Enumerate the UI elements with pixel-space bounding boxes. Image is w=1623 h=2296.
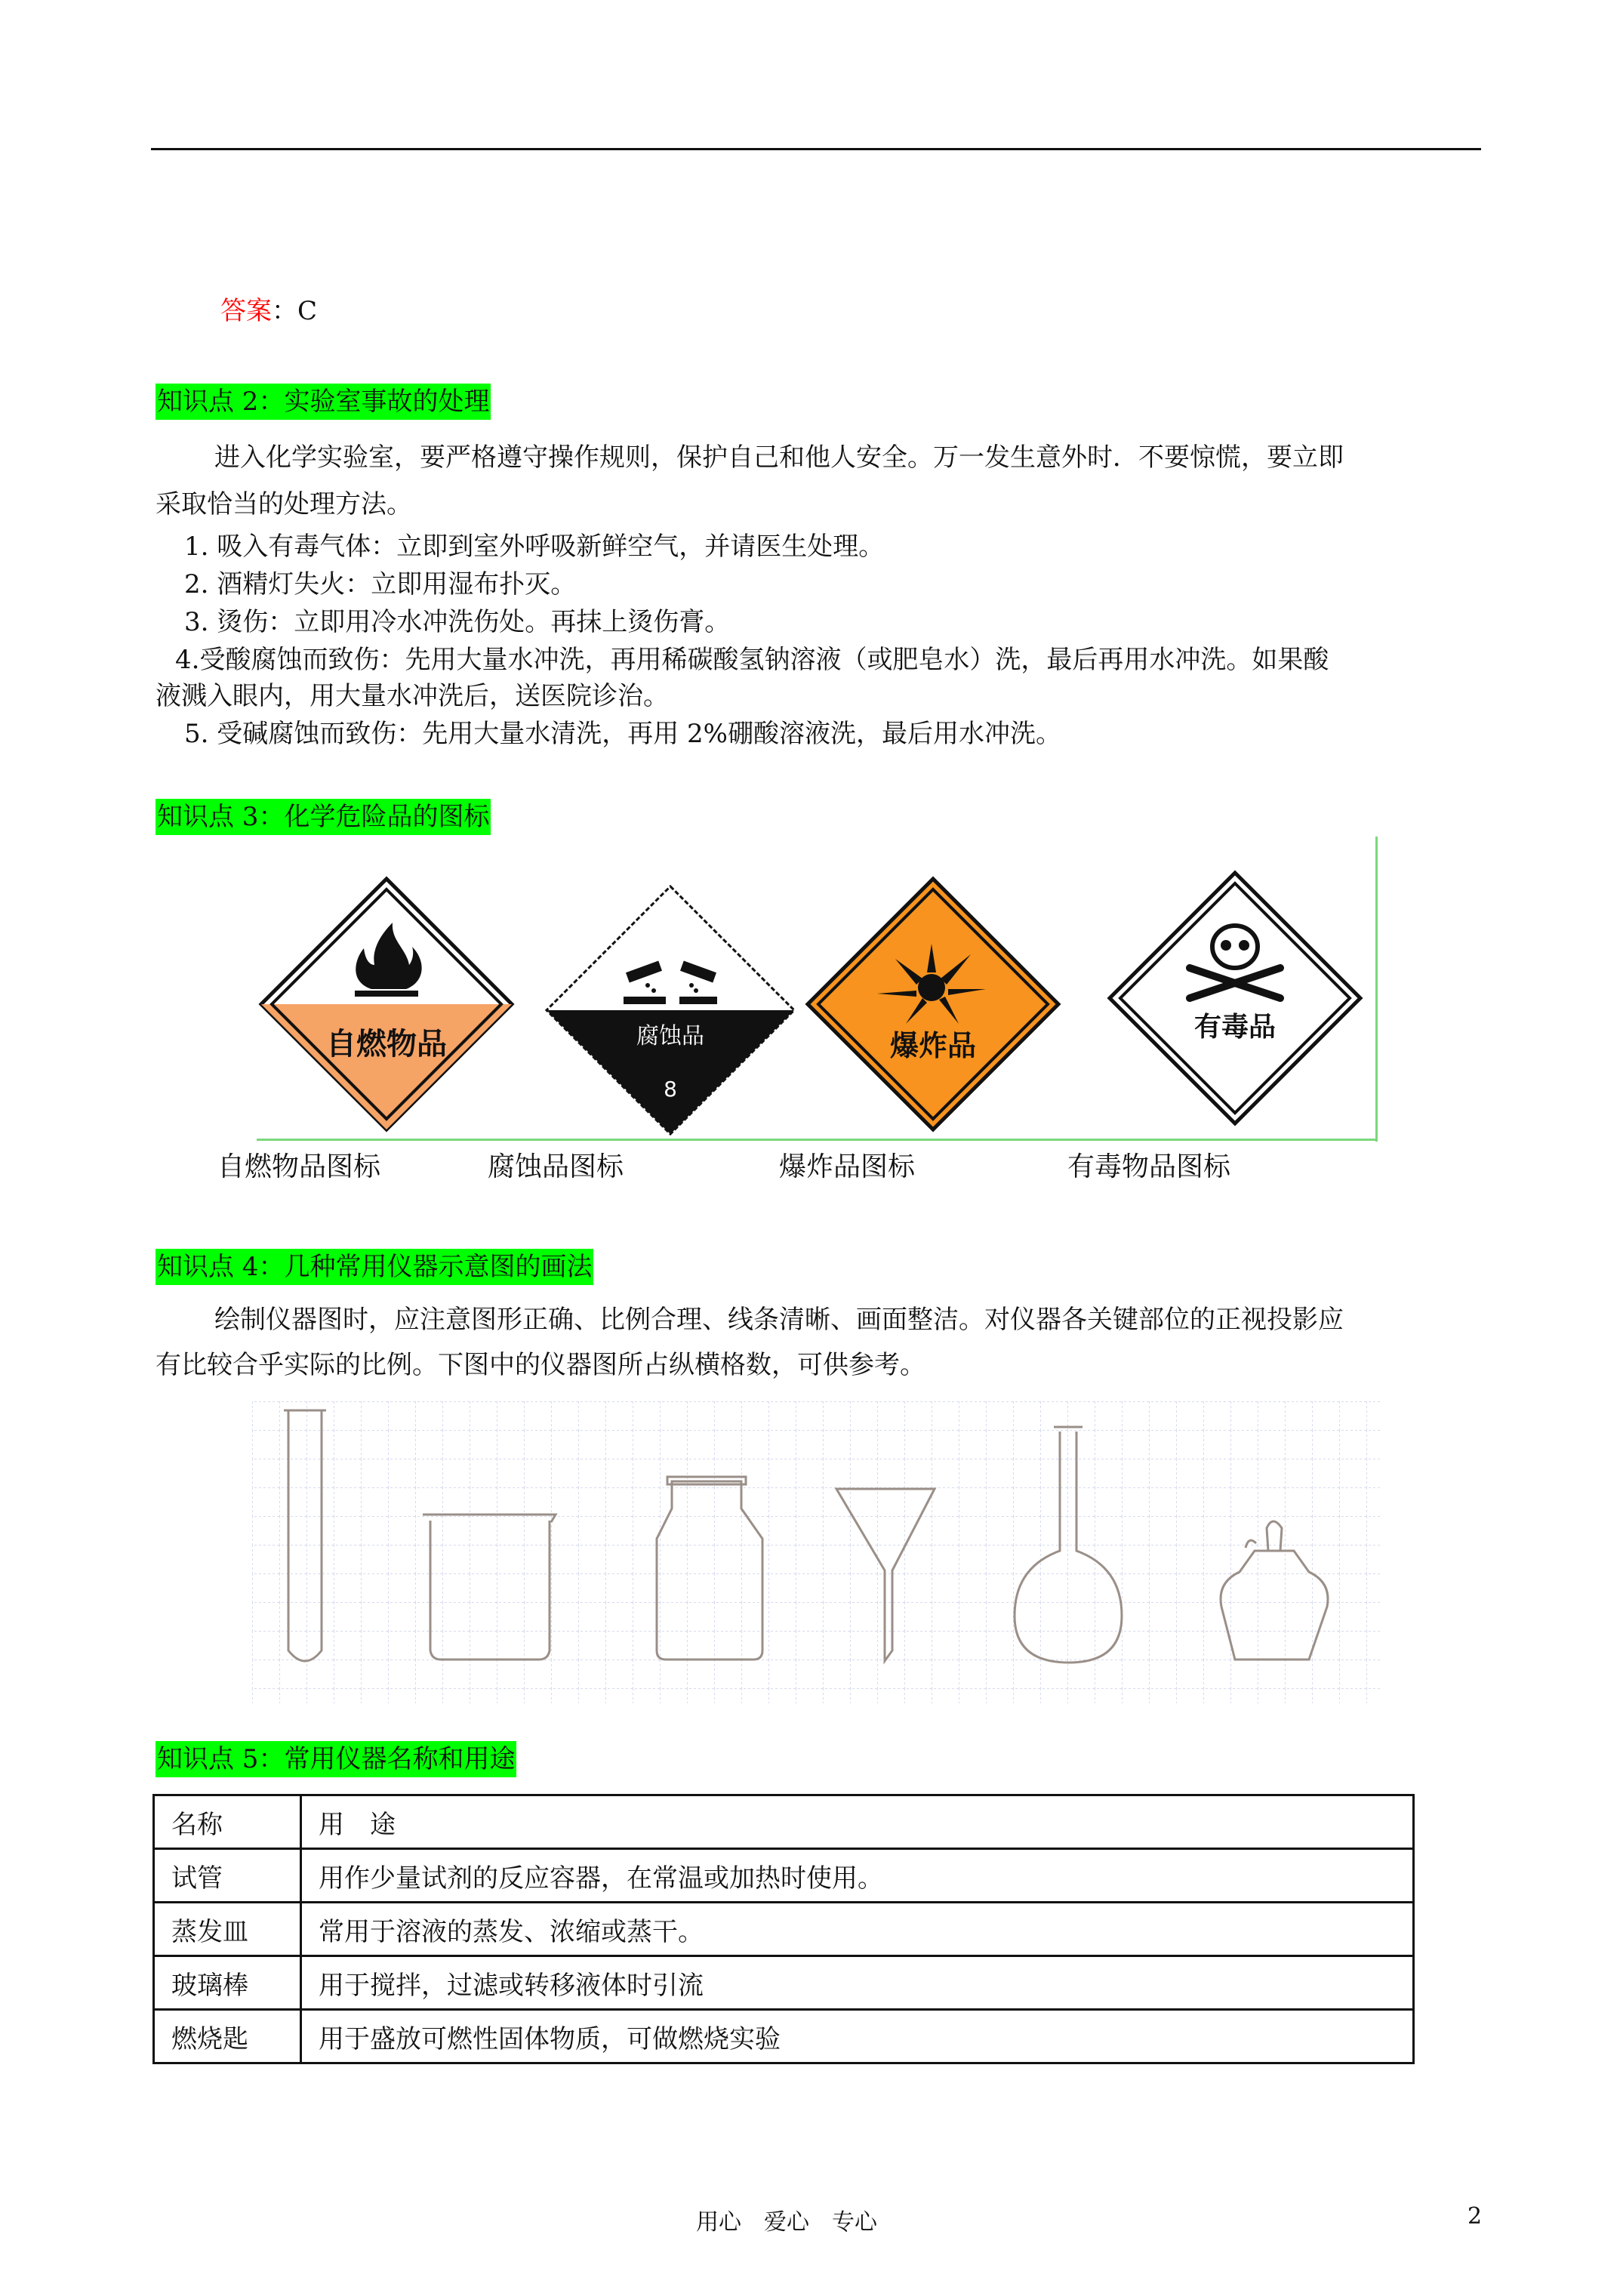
table-cell-use: 用于盛放可燃性固体物质，可做燃烧实验	[301, 2010, 1414, 2063]
section2-item-3: 3. 烫伤：立即用冷水冲洗伤处。再抹上烫伤膏。	[184, 607, 731, 637]
page-number: 2	[1467, 2203, 1483, 2230]
table-cell-name: 试管	[154, 1849, 301, 1903]
section2-item-1: 1. 吸入有毒气体：立即到室外呼吸新鲜空气，并请医生处理。	[184, 532, 885, 562]
section2-heading: 知识点 2：实验室事故的处理	[156, 384, 491, 420]
table-row	[154, 1903, 1414, 1956]
section2-item-2: 2. 酒精灯失火：立即用湿布扑灭。	[184, 569, 577, 599]
table-row	[154, 2010, 1414, 2063]
table-row	[154, 1956, 1414, 2010]
section2-intro-line1: 进入化学实验室，要严格遵守操作规则，保护自己和他人安全。万一发生意外时．不要惊慌，要立即	[214, 442, 1344, 473]
answer-value: ：C	[272, 296, 318, 326]
sign1-text: 自燃物品	[326, 1027, 447, 1062]
sign2-text: 腐蚀品	[636, 1023, 704, 1049]
section2-item-4-cont: 液溅入眼内，用大量水冲洗后，送医院诊治。	[156, 681, 669, 711]
section5-heading: 知识点 5：常用仪器名称和用途	[156, 1741, 516, 1777]
answer-label: 答案	[220, 296, 272, 326]
signs-frame-right	[1375, 837, 1378, 1142]
section2-item-5: 5. 受碱腐蚀而致伤：先用大量水清洗，再用 2%硼酸溶液洗，最后用水冲洗。	[184, 719, 1061, 749]
spontaneous-combustion-sign	[258, 876, 515, 1133]
instrument-table	[152, 1794, 1415, 2064]
sign4-text: 有毒品	[1193, 1012, 1277, 1043]
table-row	[154, 1849, 1414, 1903]
caption-spontaneous: 自燃物品图标	[217, 1151, 381, 1182]
toxic-sign	[1107, 870, 1363, 1126]
explosive-sign	[805, 876, 1061, 1133]
table-cell-name: 玻璃棒	[154, 1956, 301, 2010]
instrument-drawings	[252, 1401, 1381, 1703]
sign2-number: 8	[664, 1077, 677, 1102]
section4-line2: 有比较合乎实际的比例。下图中的仪器图所占纵横格数，可供参考。	[156, 1350, 925, 1380]
answer-line	[220, 294, 317, 328]
caption-explosive: 爆炸品图标	[779, 1151, 916, 1182]
table-cell-use: 用作少量试剂的反应容器，在常温或加热时使用。	[301, 1849, 1414, 1903]
table-cell-name: 蒸发皿	[154, 1903, 301, 1956]
signs-frame-bottom	[257, 1139, 1378, 1141]
table-header-name: 名称	[154, 1795, 301, 1849]
section4-heading: 知识点 4：几种常用仪器示意图的画法	[156, 1249, 593, 1285]
table-header-use: 用 途	[301, 1795, 1414, 1849]
table-header-row	[154, 1795, 1414, 1849]
caption-corrosive: 腐蚀品图标	[488, 1151, 624, 1182]
table-cell-name: 燃烧匙	[154, 2010, 301, 2063]
section3-heading: 知识点 3：化学危险品的图标	[156, 799, 491, 835]
section4-line1: 绘制仪器图时，应注意图形正确、比例合理、线条清晰、画面整洁。对仪器各关键部位的正视投影应	[214, 1305, 1344, 1335]
table-cell-use: 用于搅拌，过滤或转移液体时引流	[301, 1956, 1414, 2010]
section2-item-4: 4.受酸腐蚀而致伤：先用大量水冲洗，再用稀碳酸氢钠溶液（或肥皂水）洗，最后再用水冲洗。如果酸	[175, 645, 1329, 675]
section2-intro-line2: 采取恰当的处理方法。	[156, 489, 412, 519]
caption-toxic: 有毒物品图标	[1067, 1151, 1231, 1182]
table-cell-use: 常用于溶液的蒸发、浓缩或蒸干。	[301, 1903, 1414, 1956]
corrosive-sign	[544, 883, 797, 1137]
sign3-text: 爆炸品	[889, 1029, 977, 1062]
header-rule	[151, 148, 1481, 150]
footer-slogan: 用心 爱心 专心	[696, 2209, 877, 2236]
